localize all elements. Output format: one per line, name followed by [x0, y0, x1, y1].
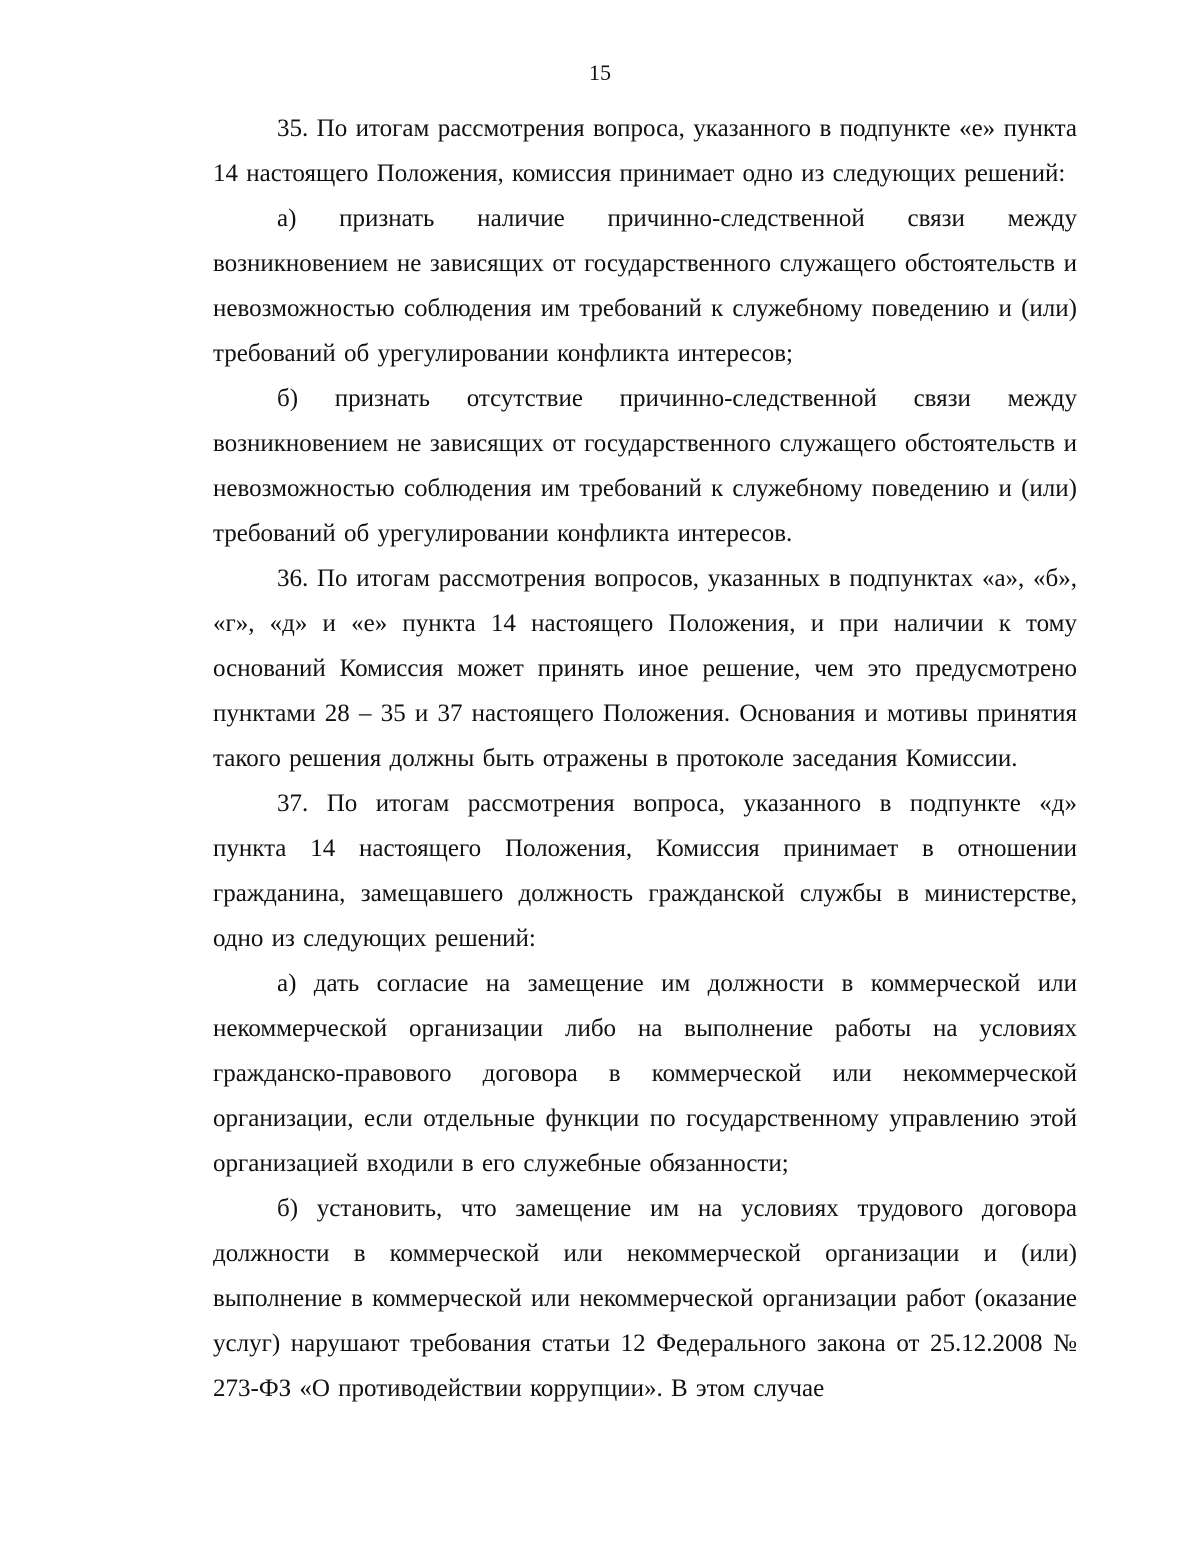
paragraph-37-a: а) дать согласие на замещение им должности в коммерческой или некоммерческой организации либо на выполнение работы на условиях гражданско-правового договора в коммерческой или некоммерческой организации, если отдельные функции по государственному управлению этой организацией входили в его служебные обязанности;	[213, 970, 1077, 1177]
paragraph-35: 35. По итогам рассмотрения вопроса, указанного в подпункте «е» пункта 14 настоящего Положения, комиссия принимает одно из следующих решений:	[213, 115, 1077, 187]
paragraph-37-b: б) установить, что замещение им на условиях трудового договора должности в коммерческой или некоммерческой организации и (или) выполнение в коммерческой или некоммерческой организации работ (оказание услуг) нарушают требования статьи 12 Федерального закона от 25.12.2008 № 273-ФЗ «О противодействии коррупции». В этом случае	[213, 1195, 1077, 1402]
paragraph-35-b: б) признать отсутствие причинно-следственной связи между возникновением не зависящих от государственного служащего обстоятельств и невозможностью соблюдения им требований к служебному поведению и (или) требований об урегулировании конфликта интересов.	[213, 385, 1077, 547]
document-body	[213, 106, 1077, 1411]
paragraph-36: 36. По итогам рассмотрения вопросов, указанных в подпунктах «а», «б», «г», «д» и «е» пункта 14 настоящего Положения, и при наличии к тому оснований Комиссия может принять иное решение, чем это предусмотрено пунктами 28 – 35 и 37 настоящего Положения. Основания и мотивы принятия такого решения должны быть отражены в протоколе заседания Комиссии.	[213, 565, 1077, 772]
paragraph-37: 37. По итогам рассмотрения вопроса, указанного в подпункте «д» пункта 14 настоящего Положения, Комиссия принимает в отношении гражданина, замещавшего должность гражданской службы в министерстве, одно из следующих решений:	[213, 790, 1077, 952]
paragraph-35-a: а) признать наличие причинно-следственной связи между возникновением не зависящих от государственного служащего обстоятельств и невозможностью соблюдения им требований к служебному поведению и (или) требований об урегулировании конфликта интересов;	[213, 205, 1077, 367]
page-number: 15	[589, 60, 611, 85]
